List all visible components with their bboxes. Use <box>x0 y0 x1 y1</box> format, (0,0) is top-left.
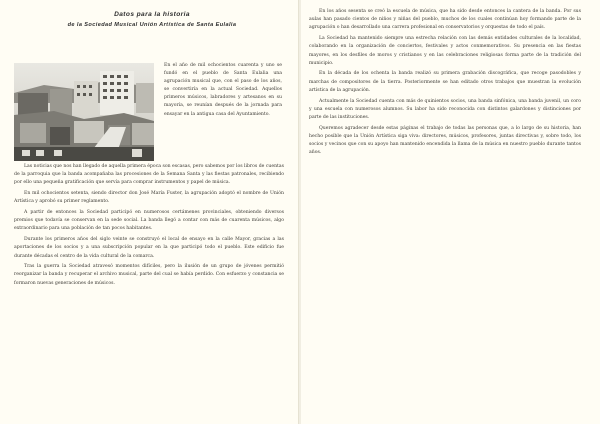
title-line-1: Datos para la historia <box>114 11 190 18</box>
paragraph: Durante los primeros años del siglo veinte se construyó el local de ensayo en la calle Mayor, gracias a las aportaciones de los socios y a una subscripción popular en la que participó todo el pueblo. Este edificio fue durante décadas el centro de la vida cultural de la comarca. <box>14 237 284 259</box>
title-line-2: de la Sociedad Musical Unión Artística de Santa Eulalia <box>67 22 237 28</box>
paragraph: Actualmente la Sociedad cuenta con más de quinientos socios, una banda sinfónica, una banda juvenil, un coro y una escuela con numerosos alumnos. Su labor ha sido reconocida con distintos galardones y distinciones por parte de las instituciones. <box>309 98 581 120</box>
right-body <box>309 8 581 160</box>
paragraph: Queremos agradecer desde estas páginas el trabajo de todas las personas que, a lo largo de su historia, han hecho posible que la Unión Artística siga viva: directores, músicos, profesores, juntas directivas y, sobre todo, los socios y vecinos que con su apoyo han mantenido encendida la llama de la música en nuestro pueblo durante tantos años. <box>309 125 581 156</box>
paragraph: En mil ochocientos setenta, siendo director don José María Fuster, la agrupación adoptó el nombre de Unión Artística y aprobó su primer reglamento. <box>14 191 284 205</box>
left-body <box>14 163 284 290</box>
town-photo <box>14 63 154 161</box>
right-page <box>301 0 600 424</box>
paragraph: Las noticias que nos han llegado de aquella primera época son escasas, pero sabemos por los libros de cuentas de la parroquia que la banda acompañaba las procesiones de la Semana Santa y las fiestas patronales, recibiendo por ello una pequeña gratificación que servía para comprar instrumentos y papel de música. <box>14 164 284 186</box>
paragraph: Tras la guerra la Sociedad atravesó momentos difíciles, pero la ilusión de un grupo de jóvenes permitió reorganizar la banda y recuperar el archivo musical, parte del cual se había perdido. Con esfuerzo y constancia se formaron nuevas generaciones de músicos. <box>14 264 284 286</box>
paragraph: En los años sesenta se creó la escuela de música, que ha sido desde entonces la cantera de la banda. Por sus aulas han pasado cientos de niños y niñas del pueblo, muchos de los cuales continúan hoy formando parte de la agrupación o han desarrollado una carrera profesional en conservatorios y orquestas de todo el país. <box>309 9 581 31</box>
left-page <box>0 0 299 424</box>
paragraph: La Sociedad ha mantenido siempre una estrecha relación con las demás entidades culturales de la localidad, colaborando en la organización de conciertos, festivales y actos conmemorativos. Su presencia en las fiestas mayores, en los desfiles de moros y cristianos y en las celebraciones religiosas forma parte de la tradición del municipio. <box>309 36 581 66</box>
paragraph: A partir de entonces la Sociedad participó en numerosos certámenes provinciales, obteniendo diversos premios que todavía se conservan en la sede social. La banda llegó a contar con más de cuarenta músicos, algo extraordinario para una población de tan pocos habitantes. <box>14 210 284 232</box>
intro-paragraph: En el año de mil ochocientos cuarenta y uno se fundó en el pueblo de Santa Eulalia una agrupación musical que, con el paso de los años, se convertiría en la actual Sociedad. Aquellos primeros músicos, labradores y artesanos en su mayoría, se reunían después de la jornada para ensayar en la antigua casa del Ayuntamiento. <box>164 63 282 117</box>
photo-icon <box>14 63 154 161</box>
page-title <box>18 10 286 30</box>
paragraph: En la década de los ochenta la banda realizó su primera grabación discográfica, que recoge pasodobles y marchas de compositores de la tierra. Posteriormente se han editado otros trabajos que muestran la evolución artística de la agrupación. <box>309 71 581 93</box>
